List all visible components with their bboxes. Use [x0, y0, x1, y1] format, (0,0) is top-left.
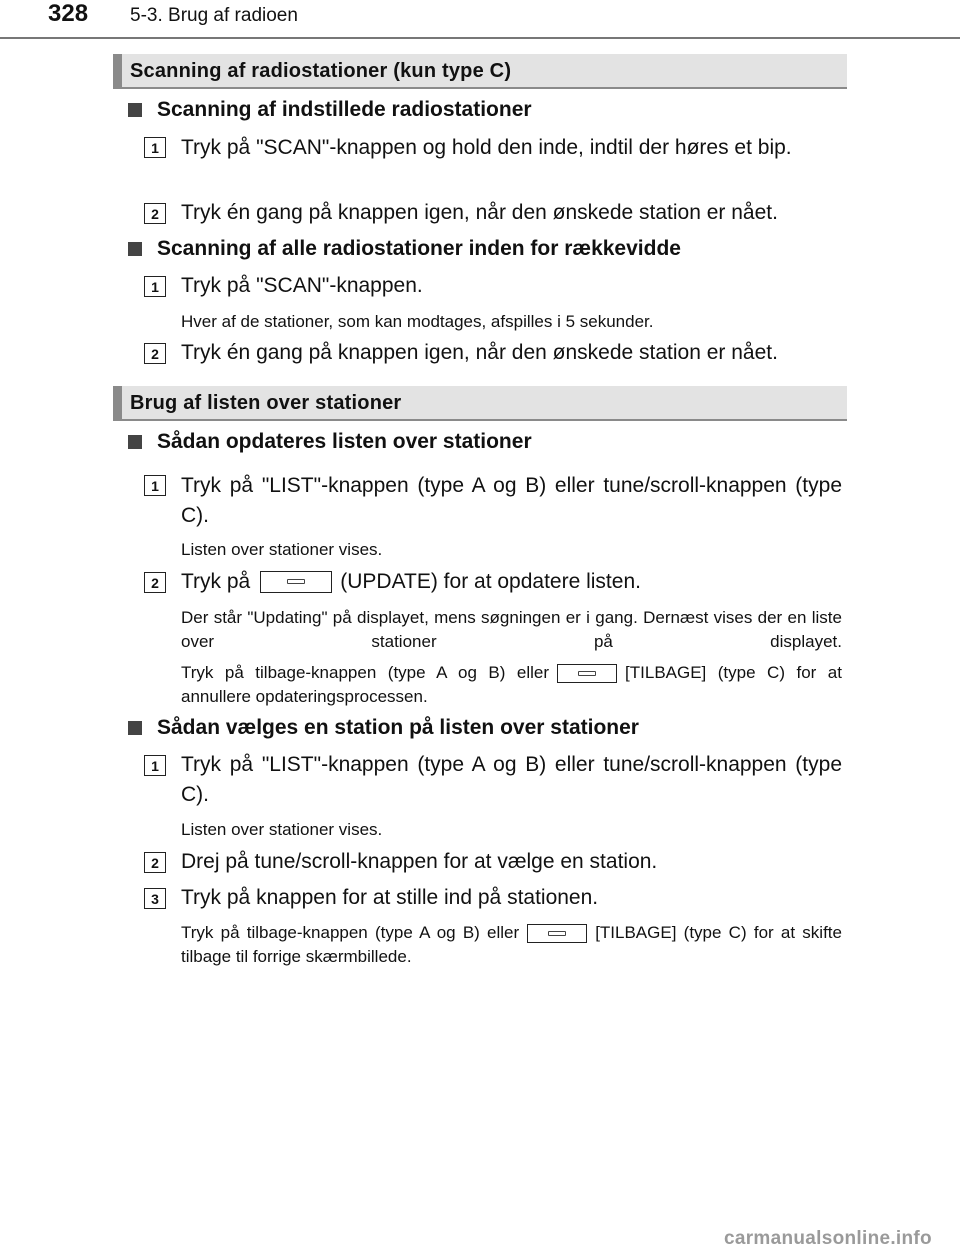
step-text: Tryk på "LIST"-knappen (type A og B) eller tune/scroll-knappen (type C). — [181, 474, 842, 527]
note-text: Listen over stationer vises. — [181, 820, 383, 839]
note-suffix: [TILBAGE] (type C) for at annullere opdateringsprocessen. — [181, 663, 842, 706]
note-text — [181, 606, 842, 651]
update-screen-button[interactable] — [260, 571, 332, 593]
step-number: 3 — [144, 888, 166, 909]
step-number: 1 — [144, 755, 166, 776]
note-cancel-update — [181, 661, 842, 709]
watermark: carmanualsonline.info — [724, 1228, 932, 1249]
screen-button-icon — [548, 931, 566, 936]
step-number: 2 — [144, 203, 166, 224]
page-number: 328 — [48, 0, 89, 27]
step-text-prefix: Tryk på — [181, 570, 251, 593]
subheading-text: Sådan vælges en station på listen over stationer — [157, 716, 639, 739]
subheading-text: Sådan opdateres listen over stationer — [157, 430, 532, 453]
subheading-text: Scanning af indstillede radiostationer — [157, 98, 532, 121]
step-text: Drej på tune/scroll-knappen for at vælge en station. — [181, 850, 658, 873]
step-number: 2 — [144, 572, 166, 593]
square-bullet-icon — [128, 721, 142, 735]
header-divider — [0, 37, 960, 39]
step-text: Tryk på "SCAN"-knappen og hold den inde, indtil der høres et bip. — [181, 136, 792, 159]
note-prefix: Tryk på tilbage-knappen (type A og B) eller — [181, 663, 550, 682]
section-title: Scanning af radiostationer (kun type C) — [130, 60, 512, 82]
note-prefix: Tryk på tilbage-knappen (type A og B) eller — [181, 923, 520, 942]
section-accent-bar — [113, 54, 122, 87]
step-text: Tryk på "LIST"-knappen (type A og B) eller tune/scroll-knappen (type C). — [181, 753, 842, 806]
section-title: Brug af listen over stationer — [130, 392, 402, 414]
section-heading-station-list — [113, 386, 847, 421]
step-text-suffix: (UPDATE) for at opdatere listen. — [340, 570, 641, 593]
subheading-all-scan — [128, 237, 681, 261]
back-screen-button[interactable] — [527, 924, 587, 943]
step-number: 2 — [144, 343, 166, 364]
note-updating: Der står "Updating" på displayet, mens søgningen er i gang. Dernæst vises der en liste over stationer på displayet. — [181, 608, 842, 651]
step-text: Tryk én gang på knappen igen, når den ønskede station er nået. — [181, 341, 778, 364]
note-text: Listen over stationer vises. — [181, 540, 383, 559]
chapter-title: 5-3. Brug af radioen — [130, 5, 298, 26]
square-bullet-icon — [128, 103, 142, 117]
step-number: 1 — [144, 475, 166, 496]
subheading-select-station — [128, 716, 639, 740]
section-heading-scanning — [113, 54, 847, 89]
square-bullet-icon — [128, 435, 142, 449]
square-bullet-icon — [128, 242, 142, 256]
note-go-back — [181, 921, 842, 969]
step-number: 1 — [144, 137, 166, 158]
note-suffix: [TILBAGE] (type C) for at skifte tilbage til forrige skærmbillede. — [181, 923, 842, 966]
step-text: Tryk på knappen for at stille ind på stationen. — [181, 886, 599, 909]
step-number: 1 — [144, 276, 166, 297]
subheading-text: Scanning af alle radiostationer inden for rækkevidde — [157, 237, 681, 260]
note-text: Hver af de stationer, som kan modtages, afspilles i 5 sekunder. — [181, 312, 654, 331]
section-accent-bar — [113, 386, 122, 419]
screen-button-icon — [578, 671, 596, 676]
back-screen-button[interactable] — [557, 664, 617, 683]
subheading-preset-scan — [128, 98, 532, 122]
step-number: 2 — [144, 852, 166, 873]
step-text-update — [181, 567, 842, 597]
step-text: Tryk én gang på knappen igen, når den ønskede station er nået. — [181, 201, 778, 224]
step-text: Tryk på "SCAN"-knappen. — [181, 274, 423, 297]
subheading-update-list — [128, 430, 532, 454]
screen-button-icon — [287, 579, 305, 584]
